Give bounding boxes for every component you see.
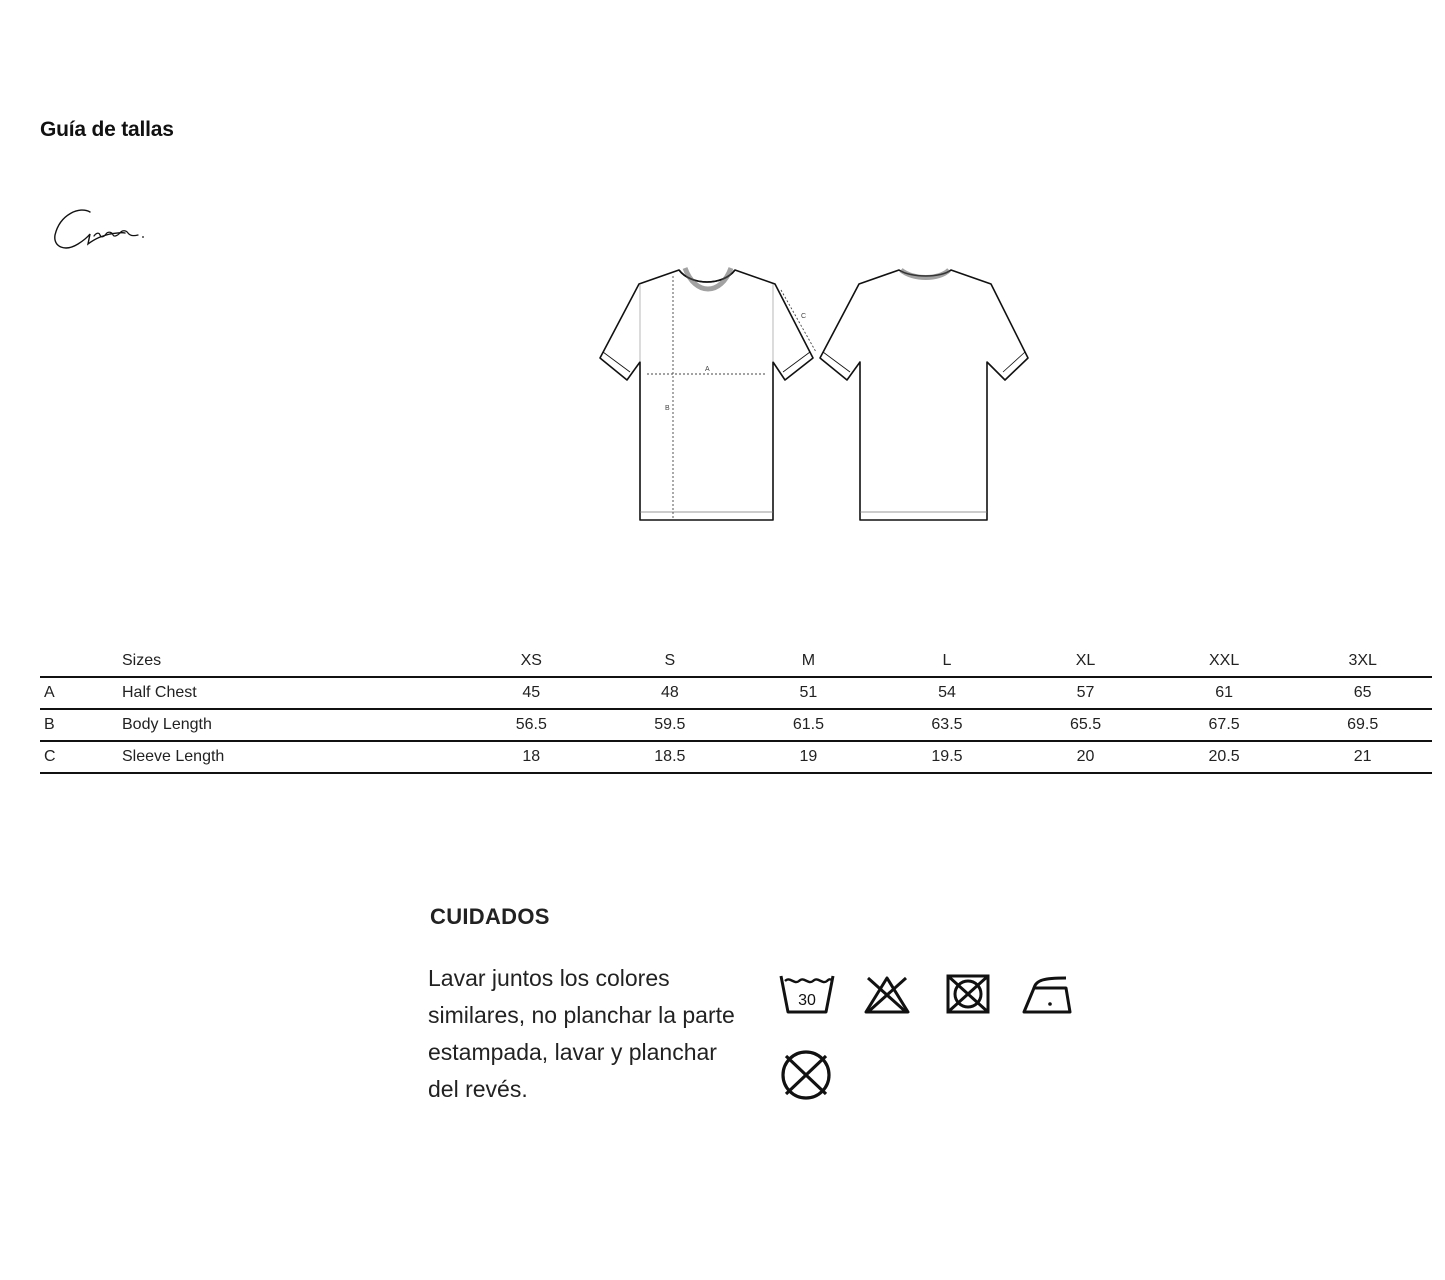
signature-logo — [50, 200, 150, 260]
table-cell: 69.5 — [1347, 716, 1379, 733]
row-key: C — [44, 748, 56, 765]
label-c: C — [801, 313, 807, 320]
table-cell: 61 — [1215, 684, 1233, 701]
row-label: Half Chest — [122, 684, 197, 701]
table-cell: 18 — [522, 748, 541, 765]
table-header-row — [40, 646, 1432, 677]
page-title: Guía de tallas — [40, 118, 174, 141]
table-row — [40, 709, 1432, 741]
size-header: S — [664, 652, 676, 669]
label-a: A — [705, 366, 710, 373]
label-b: B — [665, 405, 670, 412]
tshirt-diagram — [595, 262, 1035, 532]
table-cell: 63.5 — [931, 716, 963, 733]
wash-30-icon — [778, 972, 836, 1016]
row-label: Sleeve Length — [122, 748, 225, 765]
size-header: XL — [1075, 652, 1096, 669]
table-header-key — [40, 646, 122, 677]
table-cell: 57 — [1076, 684, 1095, 701]
row-key: A — [44, 684, 55, 701]
size-header: 3XL — [1348, 652, 1377, 669]
size-header: M — [801, 652, 816, 669]
tshirt-front — [600, 268, 813, 520]
table-cell: 20.5 — [1208, 748, 1240, 765]
table-cell: 19.5 — [931, 748, 963, 765]
table-cell: 19 — [799, 748, 818, 765]
tshirt-back — [820, 270, 1028, 520]
table-cell: 18.5 — [654, 748, 686, 765]
table-cell: 51 — [799, 684, 818, 701]
size-header: L — [942, 652, 952, 669]
table-cell: 48 — [660, 684, 679, 701]
table-cell: 59.5 — [654, 716, 686, 733]
size-header: XS — [520, 652, 542, 669]
table-row — [40, 741, 1432, 773]
care-instructions: Lavar juntos los colores similares, no planchar la parte estampada, lavar y planchar del revés. — [428, 965, 735, 1102]
table-cell: 20 — [1076, 748, 1095, 765]
no-tumble-dry-icon — [944, 972, 992, 1016]
wash-temperature: 30 — [798, 992, 816, 1009]
care-icons — [772, 968, 1092, 1108]
table-cell: 54 — [938, 684, 956, 701]
size-table — [40, 646, 1432, 774]
row-key: B — [44, 716, 55, 733]
table-cell: 67.5 — [1208, 716, 1240, 733]
no-bleach-icon — [862, 972, 912, 1016]
table-header-label: Sizes — [122, 652, 162, 669]
table-cell: 65 — [1353, 684, 1372, 701]
no-dry-clean-icon — [776, 1048, 836, 1102]
table-cell: 65.5 — [1069, 716, 1102, 733]
table-cell: 21 — [1353, 748, 1372, 765]
care-title: CUIDADOS — [430, 904, 550, 929]
table-cell: 56.5 — [515, 716, 547, 733]
row-label: Body Length — [122, 716, 212, 733]
table-cell: 61.5 — [792, 716, 824, 733]
table-row — [40, 677, 1432, 709]
table-cell: 45 — [522, 684, 541, 701]
size-header: XXL — [1208, 652, 1240, 669]
iron-low-icon — [1020, 972, 1076, 1016]
